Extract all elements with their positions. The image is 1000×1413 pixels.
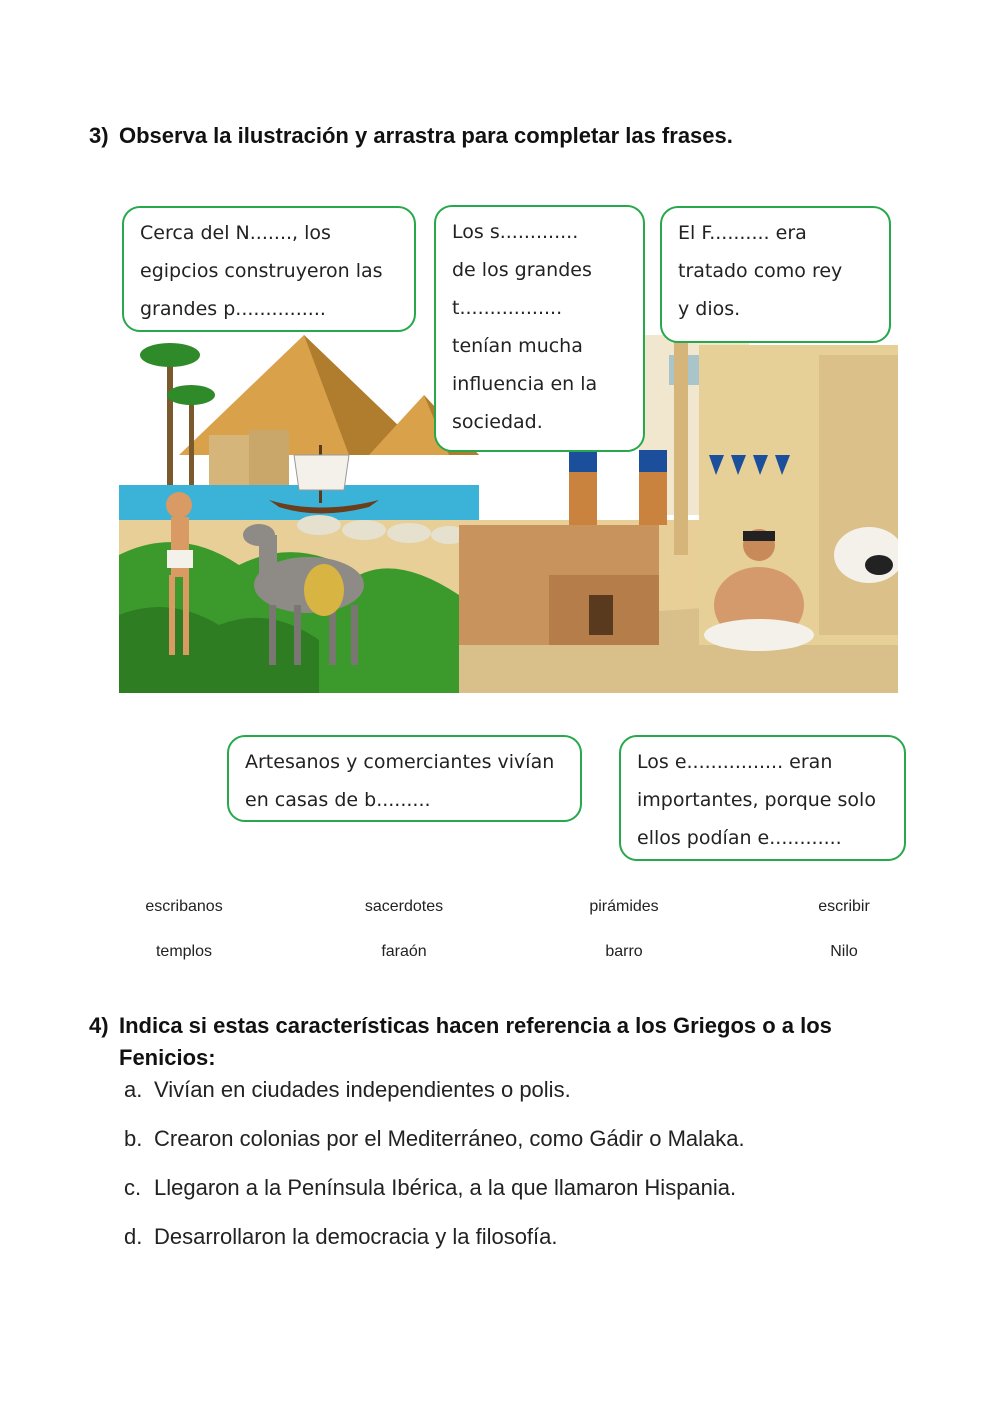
word-piramides[interactable]: pirámides bbox=[589, 898, 659, 915]
item-letter: a. bbox=[124, 1077, 143, 1102]
bubble-priests-line-5: influencia en la bbox=[452, 373, 598, 395]
list-item bbox=[124, 1126, 745, 1152]
question-4-number: 4) bbox=[89, 1013, 109, 1038]
bubble-artisans-line-2: en casas de b......... bbox=[245, 789, 431, 811]
question-4-title-line-2: Fenicios: bbox=[119, 1045, 216, 1070]
bubble-artisans-line-1: Artesanos y comerciantes vivían bbox=[245, 751, 555, 773]
item-text: Llegaron a la Península Ibérica, a la que llamaron Hispania. bbox=[154, 1175, 737, 1200]
question-4-title-line-1: Indica si estas características hacen referencia a los Griegos o a los bbox=[119, 1013, 832, 1038]
word-nilo[interactable]: Nilo bbox=[830, 943, 858, 960]
word-escribir[interactable]: escribir bbox=[818, 898, 870, 915]
bubble-priests-line-1: Los s............. bbox=[452, 221, 579, 243]
bubble-nile-line-2: egipcios construyeron las bbox=[140, 260, 383, 282]
bubble-priests bbox=[434, 205, 645, 452]
item-text: Desarrollaron la democracia y la filosofía. bbox=[154, 1224, 558, 1249]
farmer bbox=[166, 492, 192, 518]
item-text: Vivían en ciudades independientes o polis. bbox=[154, 1077, 571, 1102]
word-faraon[interactable]: faraón bbox=[381, 943, 427, 960]
question-3-heading bbox=[89, 120, 889, 154]
bubble-pharaoh-line-1: El F.......... era bbox=[678, 222, 807, 244]
item-letter: b. bbox=[124, 1126, 143, 1151]
word-barro[interactable]: barro bbox=[605, 943, 643, 960]
bubble-nile-line-1: Cerca del N......., los bbox=[140, 222, 331, 244]
bubble-pharaoh bbox=[660, 206, 891, 343]
list-item bbox=[124, 1077, 571, 1103]
word-escribanos[interactable]: escribanos bbox=[145, 898, 223, 915]
bubble-scribes-line-2: importantes, porque solo bbox=[637, 789, 876, 811]
item-letter: c. bbox=[124, 1175, 142, 1200]
bubble-scribes-line-3: ellos podían e............ bbox=[637, 827, 842, 849]
question-3-number: 3) bbox=[89, 123, 109, 148]
question-4-heading bbox=[89, 1010, 889, 1076]
bubble-priests-line-6: sociedad. bbox=[452, 411, 543, 433]
bubble-scribes bbox=[619, 735, 906, 861]
bubble-scribes-line-1: Los e................ eran bbox=[637, 751, 833, 773]
bubble-priests-line-3: t................. bbox=[452, 297, 563, 319]
word-templos[interactable]: templos bbox=[155, 943, 213, 960]
item-letter: d. bbox=[124, 1224, 143, 1249]
word-sacerdotes[interactable]: sacerdotes bbox=[364, 898, 444, 915]
bubble-priests-line-2: de los grandes bbox=[452, 259, 592, 281]
bubble-pharaoh-line-2: tratado como rey bbox=[678, 260, 843, 282]
bubble-priests-line-4: tenían mucha bbox=[452, 335, 583, 357]
list-item bbox=[124, 1224, 558, 1250]
item-text: Crearon colonias por el Mediterráneo, como Gádir o Malaka. bbox=[154, 1126, 745, 1151]
bubble-nile-line-3: grandes p............... bbox=[140, 298, 326, 320]
list-item bbox=[124, 1175, 736, 1201]
bubble-artisans bbox=[227, 735, 582, 822]
bubble-nile bbox=[122, 206, 416, 332]
bubble-pharaoh-line-3: y dios. bbox=[678, 298, 741, 320]
question-3-title: Observa la ilustración y arrastra para completar las frases. bbox=[119, 123, 733, 148]
